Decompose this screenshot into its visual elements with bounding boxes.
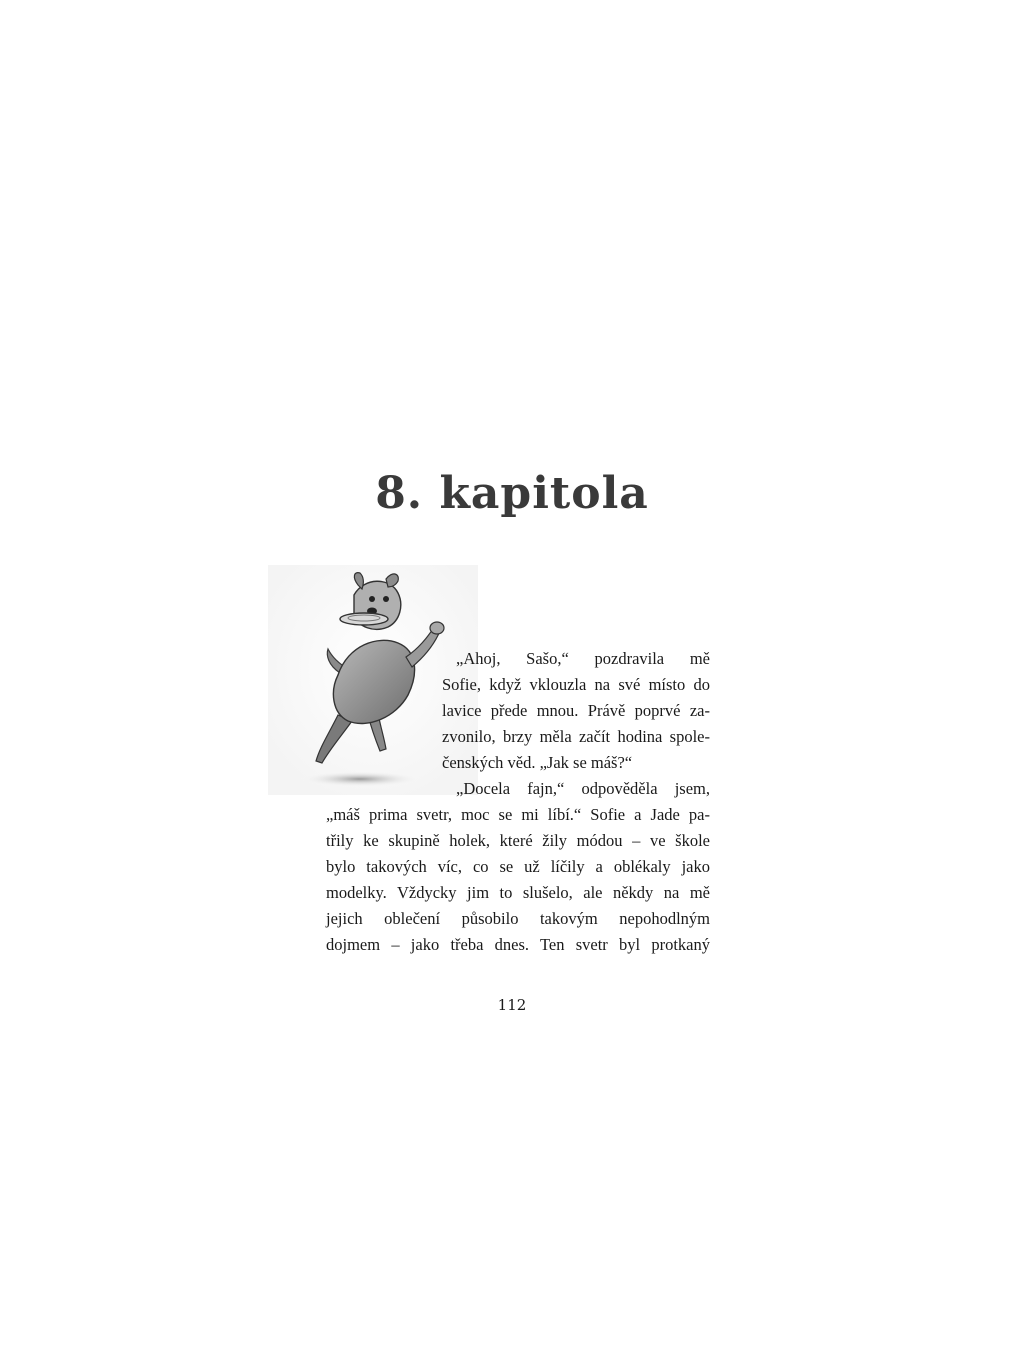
text-line: „máš prima svetr, moc se mi líbí.“ Sofie a Jade pa-: [326, 805, 710, 824]
text-line: lavice přede mnou. Právě poprvé za-: [442, 701, 710, 720]
text-line: čenských věd. „Jak se máš?“: [442, 753, 633, 772]
text-line: „Ahoj, Sašo,“ pozdravila mě: [456, 649, 710, 668]
text-line: bylo takových víc, co se už líčily a oblékaly jako: [326, 857, 710, 876]
page-number: 112: [497, 996, 527, 1014]
text-line: modelky. Vždycky jim to slušelo, ale někdy na mě: [326, 883, 710, 902]
text-line: Sofie, když vklouzla na své místo do: [442, 675, 710, 694]
text-line: jejich oblečení působilo takovým nepohodlným: [326, 909, 710, 928]
text-line: třily ke skupině holek, které žily módou – ve škole: [326, 831, 710, 850]
text-line: dojmem – jako třeba dnes. Ten svetr byl protkaný: [326, 935, 710, 954]
text-line: zvonilo, brzy měla začít hodina spole-: [442, 727, 710, 746]
chapter-body-text: [326, 646, 710, 958]
text-line: „Docela fajn,“ odpověděla jsem,: [456, 779, 710, 798]
chapter-title: 8. kapitola: [375, 468, 649, 519]
